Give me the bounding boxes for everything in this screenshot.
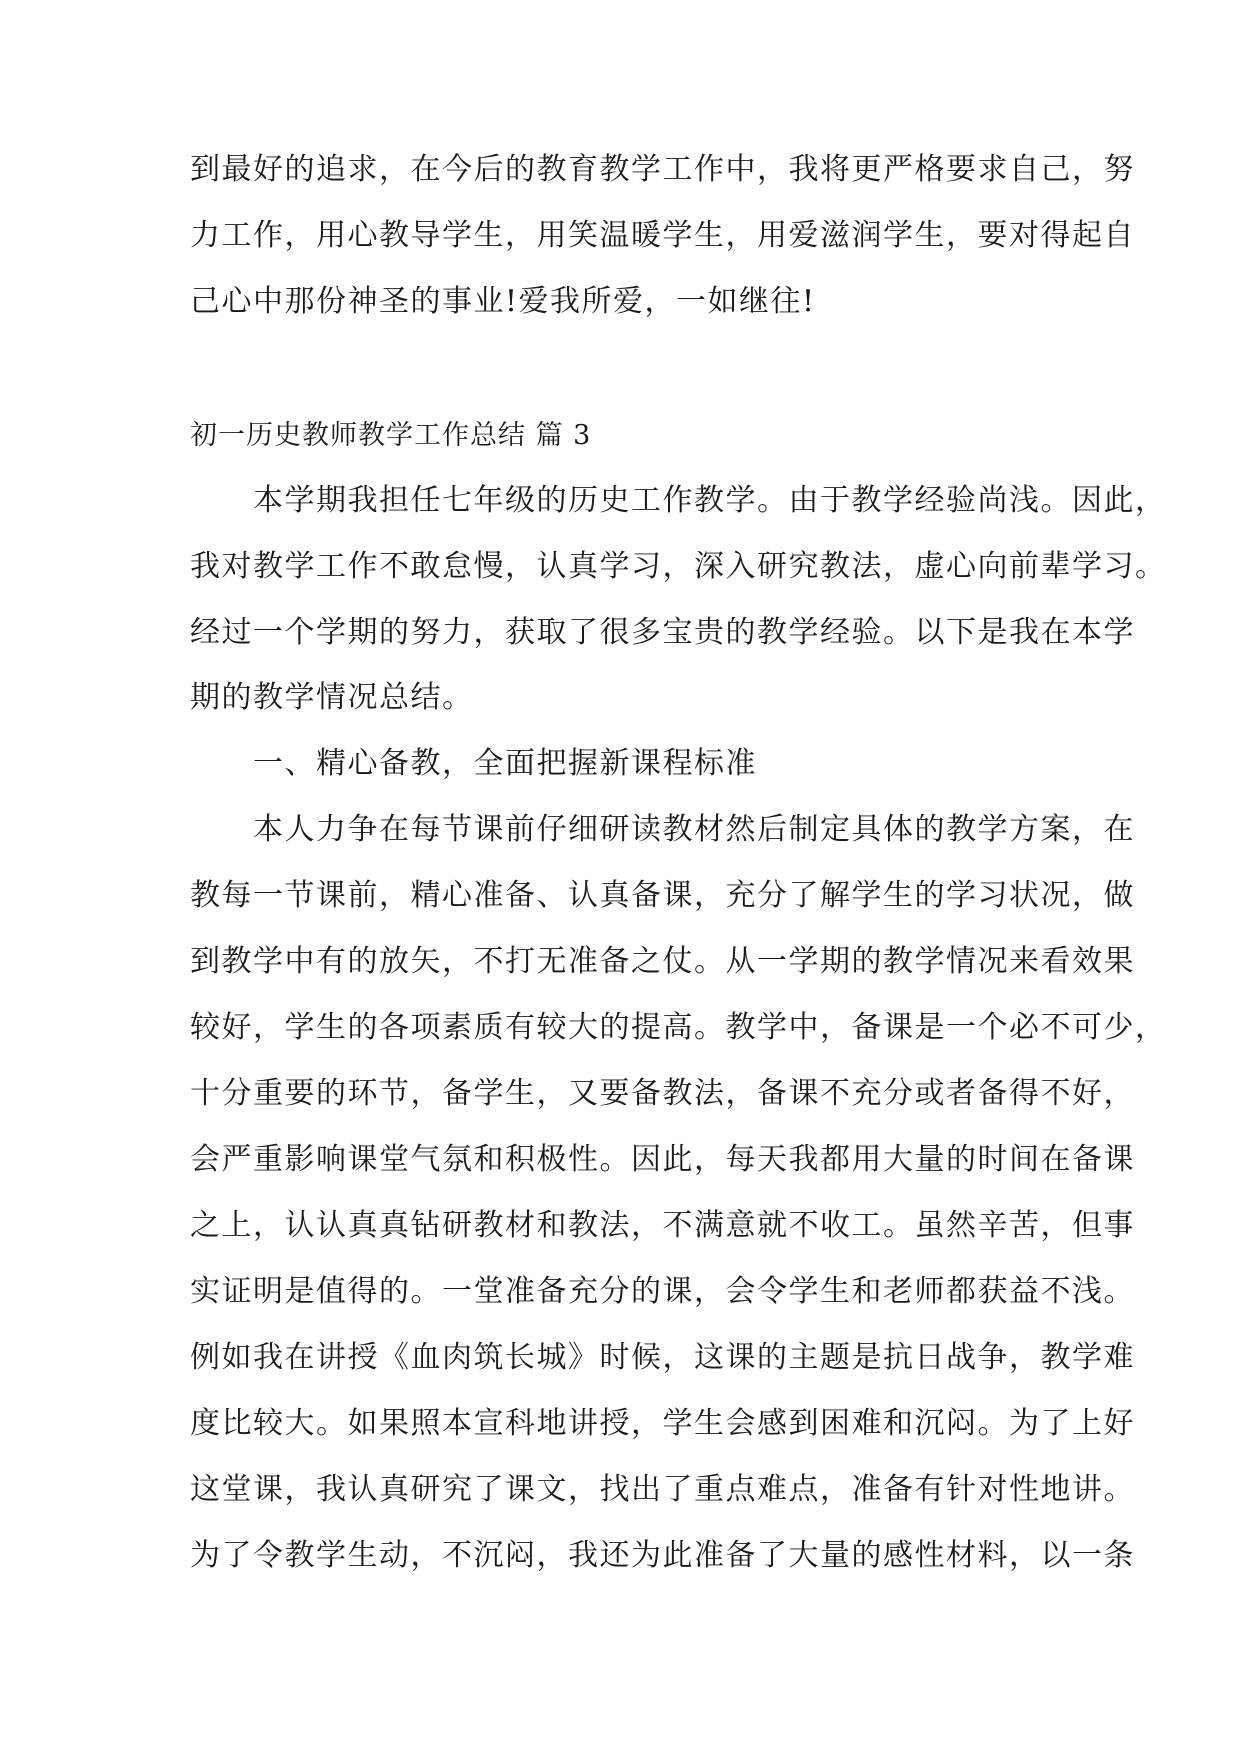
paragraph-line: 期的教学情况总结。 [190,680,474,715]
intro-line-2: 力工作，用心教导学生，用笑温暖学生，用爱滋润学生，要对得起自 [190,218,1135,253]
paragraph-line: 经过一个学期的努力，获取了很多宝贵的教学经验。以下是我在本学 [190,615,1135,650]
paragraph-line: 我对教学工作不敢怠慢，认真学习，深入研究教法，虚心向前辈学习。 [190,549,1167,584]
paragraph-line: 本学期我担任七年级的历史工作教学。由于教学经验尚浅。因此， [190,483,1167,518]
paragraph-line: 较好，学生的各项素质有较大的提高。教学中，备课是一个必不可少， [190,1010,1167,1045]
paragraph-line: 为了令教学生动，不沉闷，我还为此准备了大量的感性材料，以一条 [190,1538,1135,1573]
paragraph-line: 教每一节课前，精心准备、认真备课，充分了解学生的学习状况，做 [190,878,1135,913]
subheading-line: 一、精心备教，全面把握新课程标准 [190,746,757,781]
paragraph-line: 会严重影响课堂气氛和积极性。因此，每天我都用大量的时间在备课 [190,1142,1135,1177]
section-title: 初一历史教师教学工作总结 篇 3 [190,420,592,451]
paragraph-line: 之上，认认真真钻研教材和教法，不满意就不收工。虽然辛苦，但事 [190,1208,1135,1243]
paragraph-line: 十分重要的环节，备学生，又要备教法，备课不充分或者备得不好， [190,1076,1135,1111]
paragraph-line: 这堂课，我认真研究了课文，找出了重点难点，准备有针对性地讲。 [190,1472,1135,1507]
paragraph-line: 到教学中有的放矢，不打无准备之仗。从一学期的教学情况来看效果 [190,944,1135,979]
paragraph-line: 本人力争在每节课前仔细研读教材然后制定具体的教学方案，在 [190,812,1135,847]
paragraph-line: 例如我在讲授《血肉筑长城》时候，这课的主题是抗日战争，教学难 [190,1340,1135,1375]
paragraph-line: 实证明是值得的。一堂准备充分的课，会令学生和老师都获益不浅。 [190,1274,1135,1309]
intro-line-3: 己心中那份神圣的事业!爱我所爱，一如继往! [190,284,816,319]
paragraph-line: 度比较大。如果照本宣科地讲授，学生会感到困难和沉闷。为了上好 [190,1406,1135,1441]
intro-line-1: 到最好的追求，在今后的教育教学工作中，我将更严格要求自己，努 [190,152,1135,187]
